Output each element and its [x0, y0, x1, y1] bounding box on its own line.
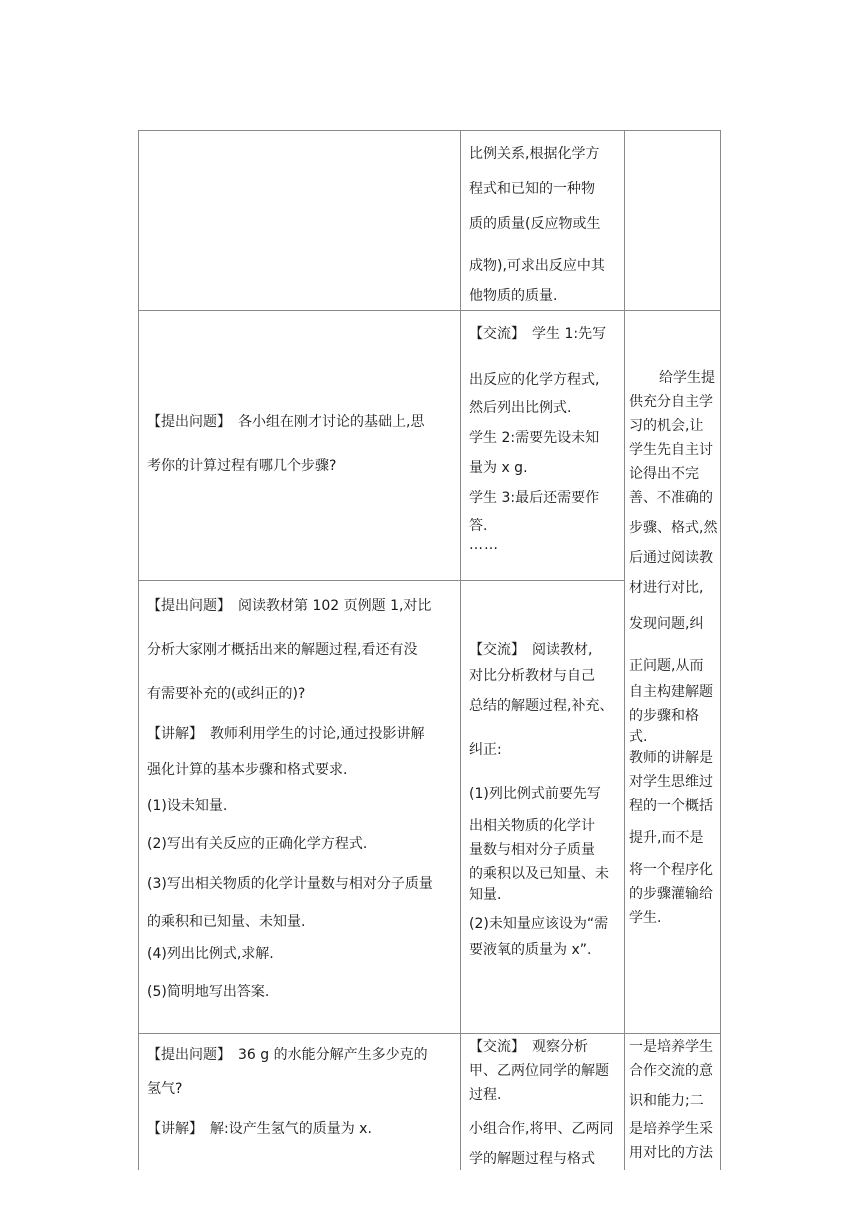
row3-student-line-9: 知量. — [469, 887, 502, 903]
row1-student-line-1: 比例关系,根据化学方 — [469, 146, 600, 162]
intent-line-16: 对学生思维过 — [629, 774, 713, 790]
row3-student-line-3: 总结的解题过程,补充、 — [469, 698, 614, 714]
row3-student-cell — [461, 581, 624, 1033]
row2-activity-line-1: 【提出问题】 各小组在刚才讨论的基础上,思 — [147, 414, 425, 430]
row1-student-line-5: 他物质的质量. — [469, 288, 558, 304]
intent-line-17: 程的一个概括 — [629, 798, 713, 814]
row2-activity-cell — [139, 311, 460, 580]
row4-student-line-5: 学的解题过程与格式 — [469, 1151, 595, 1167]
intent-line-20: 的步骤灌输给 — [629, 886, 713, 902]
intent-line-3: 习的机会,让 — [629, 418, 704, 434]
row4-intent-line-5: 用对比的方法 — [629, 1145, 713, 1161]
intent-line-2: 供充分自主学 — [629, 394, 713, 410]
intent-line-19: 将一个程序化 — [629, 862, 713, 878]
intent-line-8: 后通过阅读教 — [629, 550, 713, 566]
intent-line-10: 发现问题,纠 — [629, 616, 704, 632]
row1-student-cell — [461, 131, 624, 310]
row4-intent-cell — [625, 1034, 720, 1170]
row3-student-line-2: 对比分析教材与自己 — [469, 668, 595, 684]
row2-3-intent-cell — [625, 311, 720, 1033]
row3-activity-line-10: (4)列出比例式,求解. — [147, 946, 274, 962]
intent-line-1: 给学生提 — [659, 370, 715, 386]
row4-activity-line-3: 【讲解】 解:设产生氢气的质量为 x. — [147, 1121, 372, 1137]
intent-line-7: 步骤、格式,然 — [629, 520, 718, 536]
row4-student-line-1: 【交流】 观察分析 — [469, 1039, 588, 1055]
row3-student-line-6: 出相关物质的化学计 — [469, 818, 595, 834]
intent-line-4: 学生先自主讨 — [629, 442, 713, 458]
row4-intent-line-1: 一是培养学生 — [629, 1039, 713, 1055]
row3-activity-cell — [139, 581, 460, 1033]
row3-activity-line-3: 有需要补充的(或纠正的)? — [147, 686, 306, 702]
row3-activity-line-7: (2)写出有关反应的正确化学方程式. — [147, 836, 368, 852]
row4-student-line-4: 小组合作,将甲、乙两同 — [469, 1121, 614, 1137]
row2-student-line-7: 答. — [469, 518, 488, 534]
row3-student-line-5: (1)列比例式前要先写 — [469, 786, 601, 802]
intent-line-21: 学生. — [629, 910, 662, 926]
row1-student-line-2: 程式和已知的一种物 — [469, 181, 595, 197]
intent-line-11: 正问题,从而 — [629, 658, 704, 674]
intent-line-18: 提升,而不是 — [629, 830, 704, 846]
row2-student-ellipsis: …… — [469, 537, 499, 553]
row4-intent-line-2: 合作交流的意 — [629, 1063, 713, 1079]
row2-student-line-6: 学生 3:最后还需要作 — [469, 490, 600, 506]
row3-student-line-11: 要液氧的质量为 x”. — [469, 942, 592, 958]
row3-activity-line-4: 【讲解】 教师利用学生的讨论,通过投影讲解 — [147, 726, 425, 742]
row1-student-line-4: 成物),可求出反应中其 — [469, 258, 605, 274]
intent-line-9: 材进行对比, — [629, 580, 704, 596]
row4-activity-line-1: 【提出问题】 36 g 的水能分解产生多少克的 — [147, 1047, 428, 1063]
row3-activity-line-2: 分析大家刚才概括出来的解题过程,看还有没 — [147, 642, 418, 658]
row2-activity-line-2: 考你的计算过程有哪几个步骤? — [147, 458, 337, 474]
row4-intent-line-3: 识和能力;二 — [629, 1093, 704, 1109]
row3-activity-line-11: (5)简明地写出答案. — [147, 984, 270, 1000]
row4-student-cell — [461, 1034, 624, 1170]
row4-student-line-3: 过程. — [469, 1087, 502, 1103]
row2-student-cell — [461, 311, 624, 580]
row2-student-line-1: 【交流】 学生 1:先写 — [469, 326, 607, 342]
intent-line-5: 论得出不完 — [629, 466, 699, 482]
row4-student-line-2: 甲、乙两位同学的解题 — [469, 1063, 609, 1079]
row3-activity-line-6: (1)设未知量. — [147, 798, 228, 814]
intent-line-12: 自主构建解题 — [629, 684, 713, 700]
row3-student-line-7: 量数与相对分子质量 — [469, 842, 595, 858]
row2-student-line-2: 出反应的化学方程式, — [469, 372, 600, 388]
intent-line-13: 的步骤和格 — [629, 708, 699, 724]
row2-student-line-4: 学生 2:需要先设未知 — [469, 430, 600, 446]
row3-student-line-10: (2)未知量应该设为“需 — [469, 916, 609, 932]
intent-line-15: 教师的讲解是 — [629, 750, 713, 766]
row4-activity-line-2: 氢气? — [147, 1081, 183, 1097]
table-border-right — [720, 130, 721, 1170]
row1-activity-cell — [139, 131, 460, 310]
row1-student-line-3: 质的质量(反应物或生 — [469, 216, 601, 232]
row2-student-line-5: 量为 x g. — [469, 460, 528, 476]
row3-student-line-4: 纠正: — [469, 742, 502, 758]
row4-activity-cell — [139, 1034, 460, 1170]
row3-activity-line-9: 的乘积和已知量、未知量. — [147, 914, 306, 930]
row4-intent-line-4: 是培养学生采 — [629, 1121, 713, 1137]
row3-activity-line-5: 强化计算的基本步骤和格式要求. — [147, 762, 348, 778]
row3-student-line-1: 【交流】 阅读教材, — [469, 642, 593, 658]
row3-activity-line-1: 【提出问题】 阅读教材第 102 页例题 1,对比 — [147, 598, 432, 614]
intent-line-6: 善、不准确的 — [629, 490, 713, 506]
row1-intent-cell — [625, 131, 720, 310]
row3-activity-line-8: (3)写出相关物质的化学计量数与相对分子质量 — [147, 876, 433, 892]
row3-student-line-8: 的乘积以及已知量、未 — [469, 866, 609, 882]
intent-line-14: 式. — [629, 729, 648, 745]
row2-student-line-3: 然后列出比例式. — [469, 400, 572, 416]
